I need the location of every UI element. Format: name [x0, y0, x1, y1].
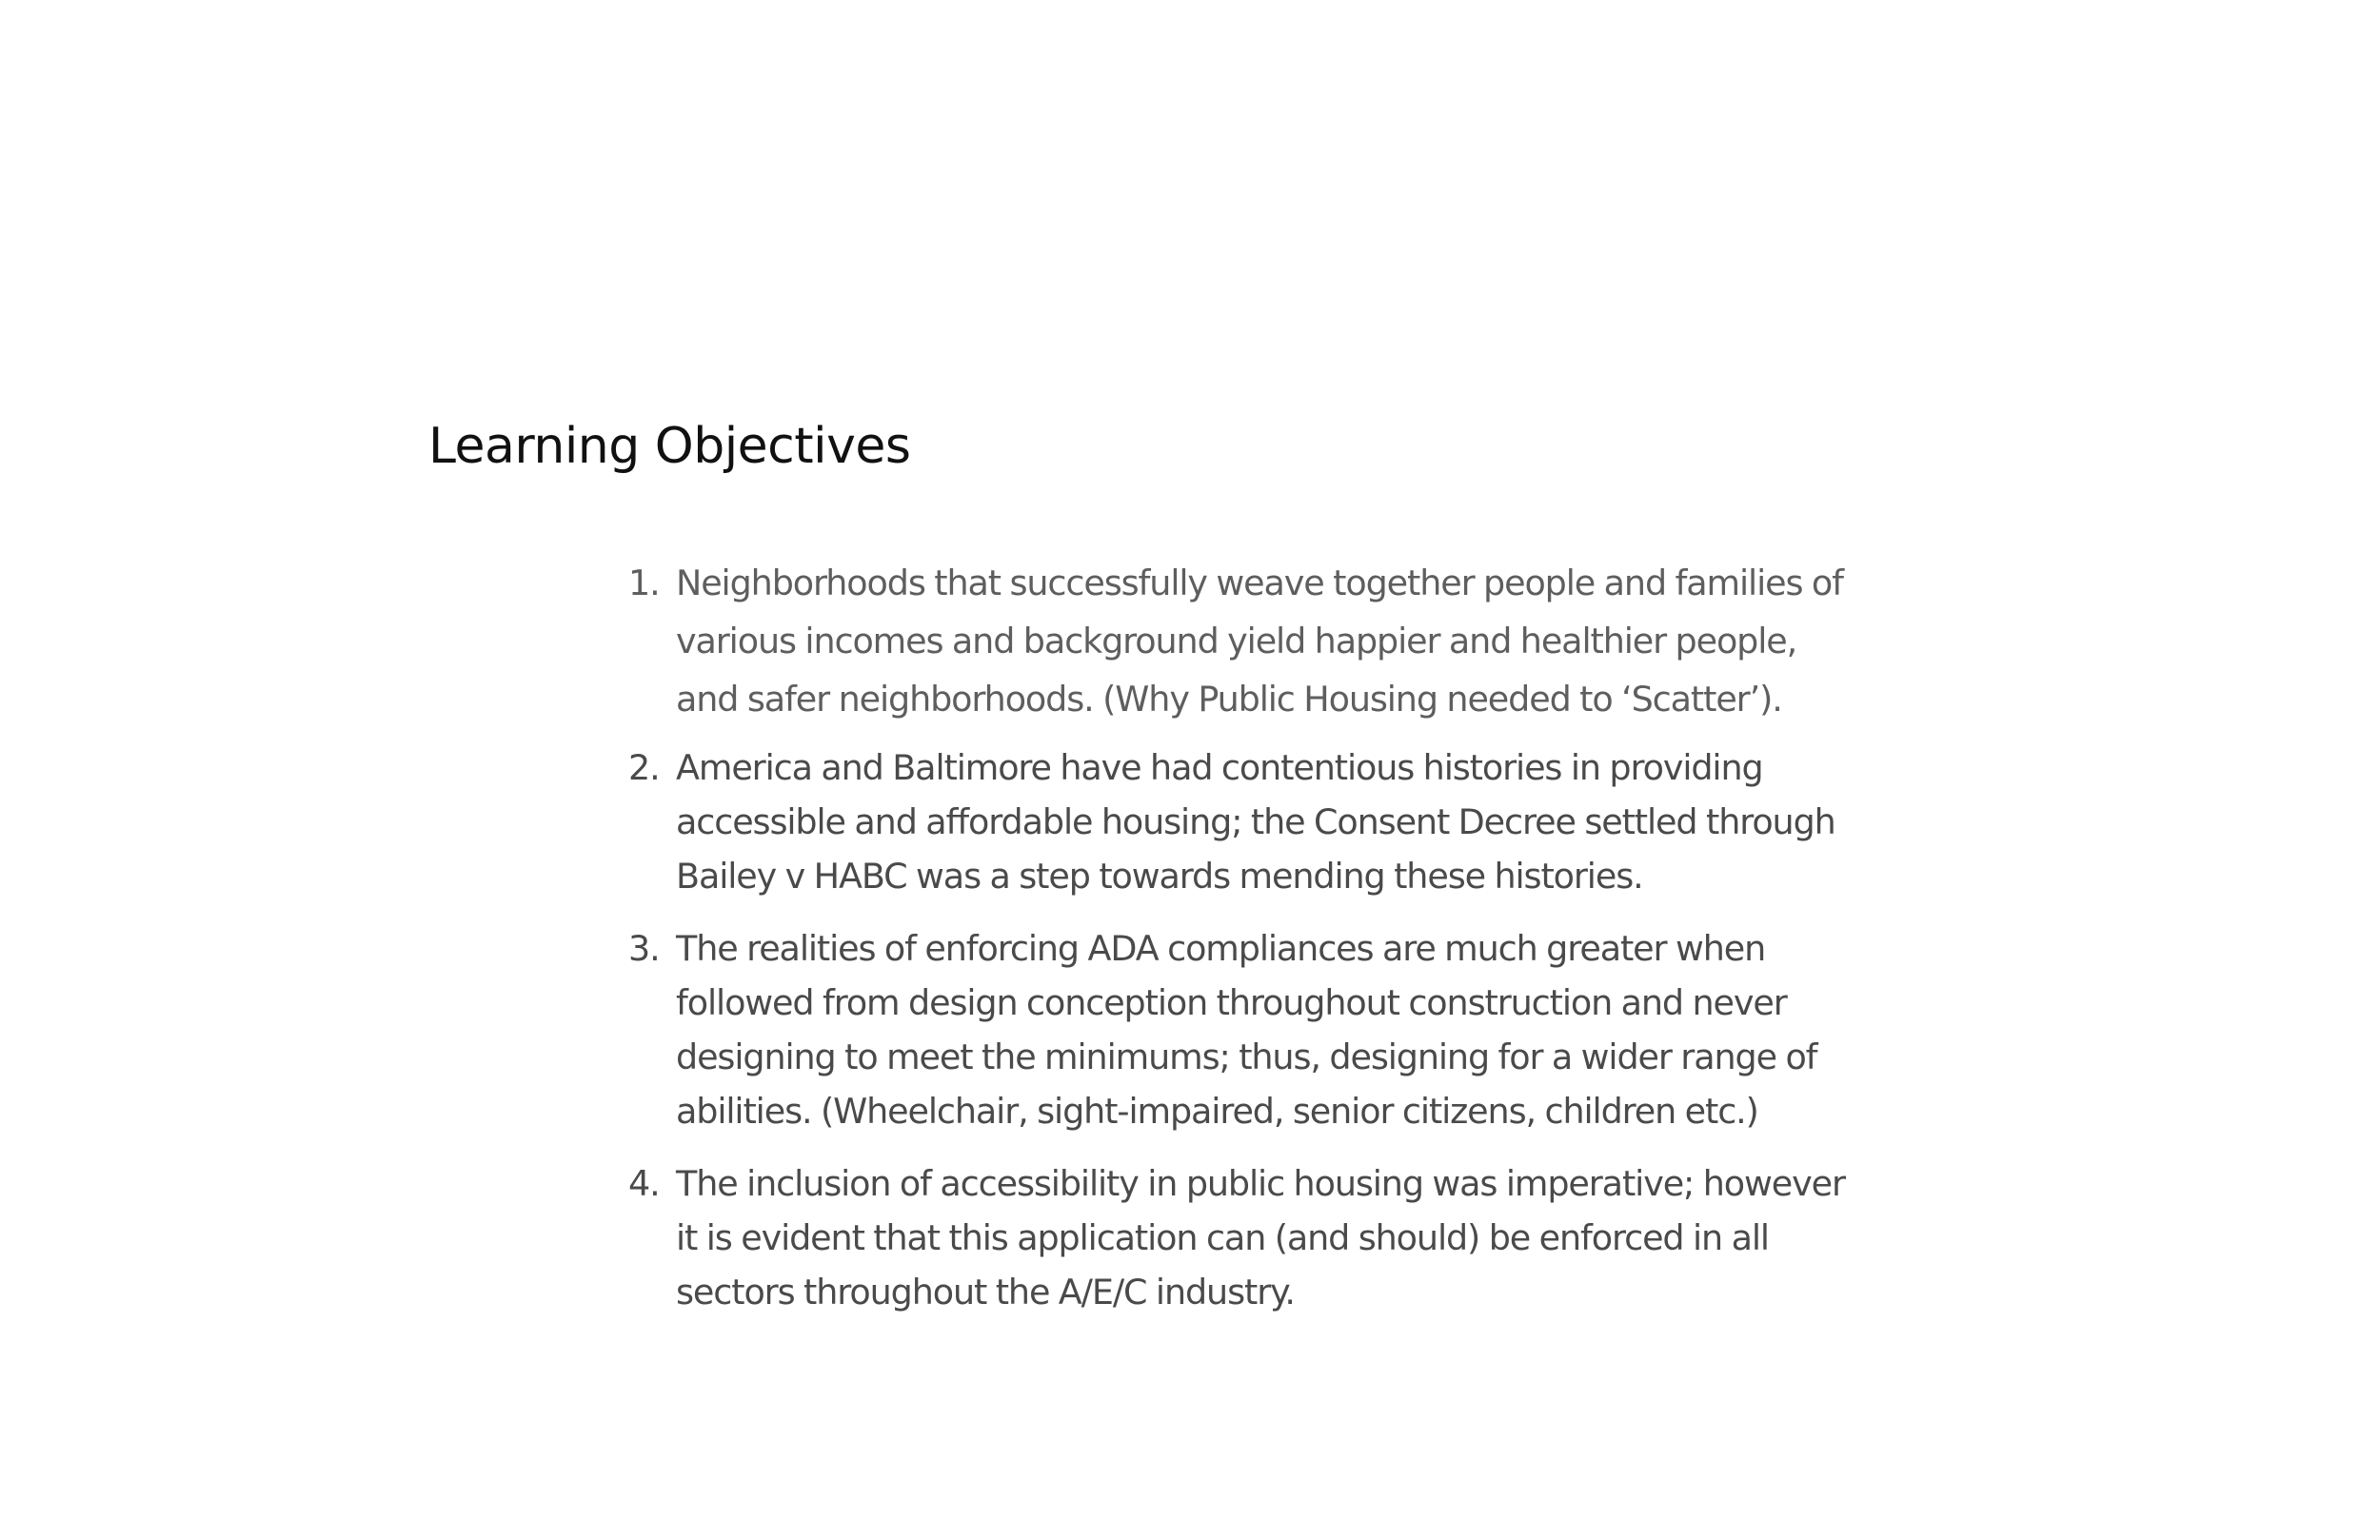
objective-text: The inclusion of accessibility in public housing was imperative; however it is evident that this application can (and should) be enforced in all sectors throughout the A/E/C industry.	[676, 1163, 1845, 1313]
page-title: Learning Objectives	[428, 418, 911, 475]
objective-number: 4.	[628, 1163, 660, 1204]
objective-number: 2.	[628, 747, 660, 788]
learning-objectives-list	[628, 554, 1866, 1337]
objective-item-1	[628, 554, 1866, 728]
objective-text: The realities of enforcing ADA compliances are much greater when followed from design conception throughout construction and never designing to meet the minimums; thus, designing for a wider range of abilities. (Wheelchair, sight-impaired, senior citizens, children etc.)	[676, 928, 1817, 1132]
objective-text: Neighborhoods that successfully weave together people and families of various incomes and background yield happier and healthier people, and safer neighborhoods. (Why Public Housing needed to ‘Scatter’).	[676, 563, 1843, 720]
objective-item-4	[628, 1156, 1866, 1319]
objective-item-2	[628, 740, 1866, 903]
objective-number: 1.	[628, 563, 660, 603]
objective-text: America and Baltimore have had contentious histories in providing accessible and affordable housing; the Consent Decree settled through Bailey v HABC was a step towards mending these histories.	[676, 747, 1835, 897]
objective-number: 3.	[628, 928, 660, 969]
objective-item-3	[628, 921, 1866, 1138]
